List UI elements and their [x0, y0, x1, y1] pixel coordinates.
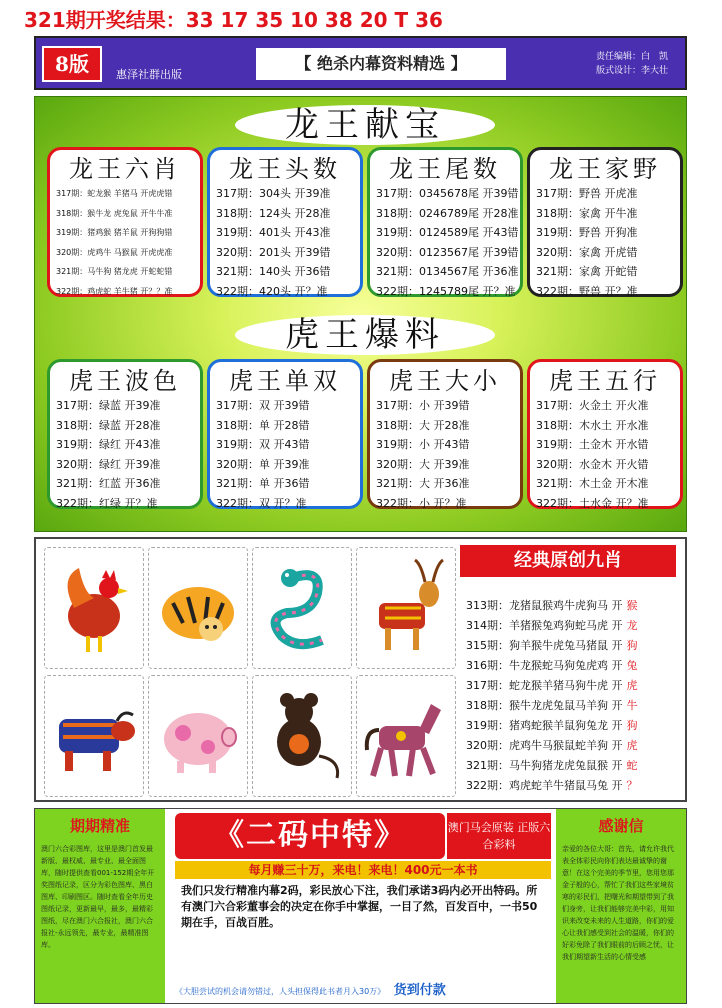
card-row: 322期：野兽 开？准 [536, 284, 638, 298]
nine-zodiac-result: 龙 [626, 619, 638, 632]
left-sidebar-text: 澳门六合彩图库，这里是澳门首发最新版、最权威、最专业、最全面图库，随时提供查看001-152期全年开奖图纸记录，区分为彩色图库、黑白图库、印刷图区。随时查看全年历史图纸记录，更新最早，最多，最精彩图纸，尽在澳门六合报社，澳门六合报社-永远领先，最专业，最精准图库。 [41, 845, 155, 949]
card-row: 317期：火金土 开火准 [536, 399, 649, 412]
card-row: 319期：0124589尾 开43错 [376, 226, 519, 239]
card-row: 322期：鸡虎蛇 羊牛猪 开？？准 [56, 286, 173, 296]
prediction-card [207, 147, 363, 297]
card-row: 318期：124头 开28准 [216, 206, 331, 220]
nine-zodiac-result: 蛇 [626, 759, 638, 772]
nine-zodiac-text: 313期：龙猪鼠猴鸡牛虎狗马 开 [466, 599, 623, 612]
card-row: 320期：家禽 开虎错 [536, 245, 638, 259]
nine-zodiac-text: 321期：马牛狗猪龙虎兔鼠猴 开 [466, 759, 623, 772]
nine-zodiac-row [466, 616, 680, 635]
card-row: 320期：201头 开39错 [216, 245, 331, 259]
bottom-ad-panel [34, 808, 687, 1004]
horse-picture [356, 675, 456, 797]
ad-mini-banner: 澳门马会原装 正版六合彩料 [447, 813, 551, 859]
card-row: 321期：家禽 开蛇错 [536, 265, 638, 278]
header-title: 【 绝杀内幕资料精选 】 [256, 48, 506, 80]
card-row: 318期：大 开28准 [376, 418, 470, 432]
publisher-label: 惠泽社群出版 [116, 68, 182, 81]
right-sidebar-text: 亲爱的各位大哥：首先，请允许我代表全体彩民向你们表达最诚挚的谢意！在这个完美的季节里，您用您那金子般的心，帮忙了我们这些家境贫寒的彩民们，把曙光和期望带到了我们身旁，让我们能够完美中彩，用知识来改变未来的人生道路，你们的爱心让我们感受到社会的温暖，你们的好彩免除了我们眼前的后顾之忧，让我们期望新生活的心情受感 [562, 845, 674, 961]
card-row: 320期：大 开39准 [376, 457, 470, 471]
nine-zodiac-row [466, 596, 680, 615]
card-title: 虎王波色 [69, 367, 181, 395]
nine-zodiac-result: 狗 [626, 639, 638, 652]
nine-zodiac-text: 316期：牛龙猴蛇马狗兔虎鸡 开 [466, 659, 623, 672]
snake-picture [252, 547, 352, 669]
card-row: 321期：单 开36错 [216, 477, 310, 490]
card-row: 321期：0134567尾 开36准 [376, 265, 519, 278]
rooster-icon [54, 558, 134, 658]
nine-zodiac-result: 兔 [626, 659, 638, 672]
goat-picture [356, 547, 456, 669]
card-row: 317期：绿蓝 开39准 [56, 399, 161, 412]
snake-icon [262, 558, 342, 658]
card-row: 320期：水金木 开火错 [536, 457, 649, 471]
ox-icon [49, 691, 139, 781]
card-row: 319期：猪鸡猴 猪羊鼠 开狗狗错 [56, 228, 173, 237]
card-row: 322期：双 开？准 [216, 496, 307, 510]
prediction-panel [34, 96, 687, 532]
card-row: 317期：野兽 开虎准 [536, 187, 638, 200]
card-row: 322期：1245789尾 开？准 [376, 284, 516, 298]
nine-zodiac-row [466, 756, 680, 775]
nine-zodiac-text: 322期：鸡虎蛇羊牛猪鼠马兔 开 [466, 779, 623, 792]
card-row: 322期：土水金 开？准 [536, 496, 649, 510]
nine-zodiac-result: 牛 [626, 699, 638, 712]
prediction-card [367, 147, 523, 297]
card-row: 319期：小 开43错 [376, 438, 470, 451]
nine-zodiac-row [466, 716, 680, 735]
card-row: 319期：土金木 开水错 [536, 438, 649, 451]
edition-badge: 8版 [42, 46, 102, 82]
nine-zodiac-row [466, 656, 680, 675]
monthly-income-line: 每月赚三十万，来电！来电！400元一本书 [175, 861, 551, 879]
designer-credit: 版式设计：李大壮 [596, 66, 669, 76]
card-row: 318期：0246789尾 开28准 [376, 206, 519, 220]
card-row: 317期：蛇龙猴 羊猪马 开虎虎错 [56, 189, 173, 198]
card-row: 320期：绿红 开39准 [56, 457, 161, 471]
nine-zodiac-result: ？ [626, 779, 638, 792]
card-row: 321期：木土金 开木准 [536, 477, 649, 490]
card-row: 317期：双 开39错 [216, 399, 310, 412]
nine-zodiac-text: 319期：猪鸡蛇猴羊鼠狗兔龙 开 [466, 719, 623, 732]
card-row: 319期：野兽 开狗准 [536, 226, 638, 239]
nine-zodiac-result: 狗 [626, 719, 638, 732]
card-row: 322期：小 开？准 [376, 496, 467, 510]
nine-zodiac-row [466, 696, 680, 715]
tiger-icon [153, 563, 243, 653]
nine-zodiac-text: 318期：猴牛龙虎兔鼠马羊狗 开 [466, 699, 623, 712]
ox-picture [44, 675, 144, 797]
left-sidebar-title: 期期精准 [69, 817, 130, 835]
card-row: 318期：木水土 开水准 [536, 418, 649, 432]
nine-zodiac-row [466, 636, 680, 655]
pig-picture [148, 675, 248, 797]
section-title-dragon: 龙王献宝 [235, 105, 495, 145]
left-sidebar [35, 809, 165, 1003]
draw-result-banner: 321期开奖结果：33 17 35 10 38 20 T 36 [24, 8, 443, 32]
card-title: 龙王头数 [229, 155, 341, 183]
card-row: 319期：双 开43错 [216, 438, 310, 451]
nine-zodiac-row [466, 776, 680, 795]
prediction-card [527, 147, 683, 297]
card-title: 虎王五行 [549, 367, 661, 395]
nine-zodiac-text: 315期：狗羊猴牛虎兔马猪鼠 开 [466, 639, 623, 652]
ad-footnote [175, 979, 551, 998]
nine-zodiac-row [466, 676, 680, 695]
nine-zodiac-result: 虎 [626, 739, 638, 752]
card-row: 318期：猴牛龙 虎兔鼠 开牛牛准 [56, 208, 173, 218]
pig-icon [153, 691, 243, 781]
card-row: 317期：304头 开39准 [216, 187, 331, 200]
card-row: 321期：马牛狗 猪龙虎 开蛇蛇错 [56, 267, 173, 276]
card-row: 321期：大 开36准 [376, 477, 470, 490]
card-title: 龙王尾数 [389, 155, 501, 183]
card-row: 320期：单 开39准 [216, 457, 310, 471]
card-row: 321期：红蓝 开36准 [56, 477, 161, 490]
nine-zodiac-text: 314期：羊猪猴兔鸡狗蛇马虎 开 [466, 619, 623, 632]
prediction-card [47, 359, 203, 509]
card-row: 320期：虎鸡牛 马猴鼠 开虎虎准 [56, 247, 173, 257]
card-row: 318期：绿蓝 开28准 [56, 418, 161, 432]
rat-picture [252, 675, 352, 797]
prediction-card [367, 359, 523, 509]
editor-credit: 责任编辑：白 凯 [596, 52, 669, 62]
card-row: 318期：家禽 开牛准 [536, 206, 638, 220]
right-sidebar-title: 感谢信 [598, 817, 644, 835]
ad-footnote-text: 《大胆尝试的机会请勿错过，人头担保得此书者月入30万》 [175, 987, 386, 996]
nine-zodiac-text: 317期：蛇龙猴羊猪马狗牛虎 开 [466, 679, 623, 692]
horse-icon [361, 686, 451, 786]
card-row: 322期：420头 开？准 [216, 284, 328, 298]
rooster-picture [44, 547, 144, 669]
card-title: 虎王大小 [389, 367, 501, 395]
prediction-card [207, 359, 363, 509]
section-title-tiger: 虎王爆料 [235, 315, 495, 355]
card-row: 318期：单 开28错 [216, 418, 310, 432]
credits [596, 50, 668, 78]
rat-icon [257, 686, 347, 786]
card-title: 龙王六肖 [69, 155, 181, 183]
right-sidebar [556, 809, 686, 1003]
card-row: 321期：140头 开36错 [216, 265, 331, 278]
nine-zodiac-result: 虎 [626, 679, 638, 692]
card-row: 317期：0345678尾 开39错 [376, 187, 519, 200]
card-row: 322期：红绿 开？准 [56, 496, 158, 510]
prediction-card [527, 359, 683, 509]
tiger-picture [148, 547, 248, 669]
card-title: 虎王单双 [229, 367, 341, 395]
goat-icon [361, 558, 451, 658]
card-row: 317期：小 开39错 [376, 399, 470, 412]
nine-zodiac-row [466, 736, 680, 755]
page-header [34, 36, 687, 90]
nine-zodiac-text: 320期：虎鸡牛马猴鼠蛇羊狗 开 [466, 739, 623, 752]
ad-promo-text: 我们只发行精准内幕2码，彩民放心下注，我们承诺3码内必开出特码。所有澳门六合彩董事会的决定在你手中掌握，一目了然，百发百中，一书50期在手，百战百胜。 [181, 884, 538, 929]
cash-on-delivery-label: 货到付款 [393, 983, 446, 998]
main-ad-title: 《二码中特》 [175, 813, 445, 859]
card-title: 龙王家野 [549, 155, 661, 183]
prediction-card [47, 147, 203, 297]
card-row: 320期：0123567尾 开39错 [376, 245, 519, 259]
card-row: 319期：绿红 开43准 [56, 438, 161, 451]
nine-zodiac-title: 经典原创九肖 [460, 545, 676, 577]
card-row: 319期：401头 开43准 [216, 226, 331, 239]
nine-zodiac-result: 猴 [626, 599, 638, 612]
